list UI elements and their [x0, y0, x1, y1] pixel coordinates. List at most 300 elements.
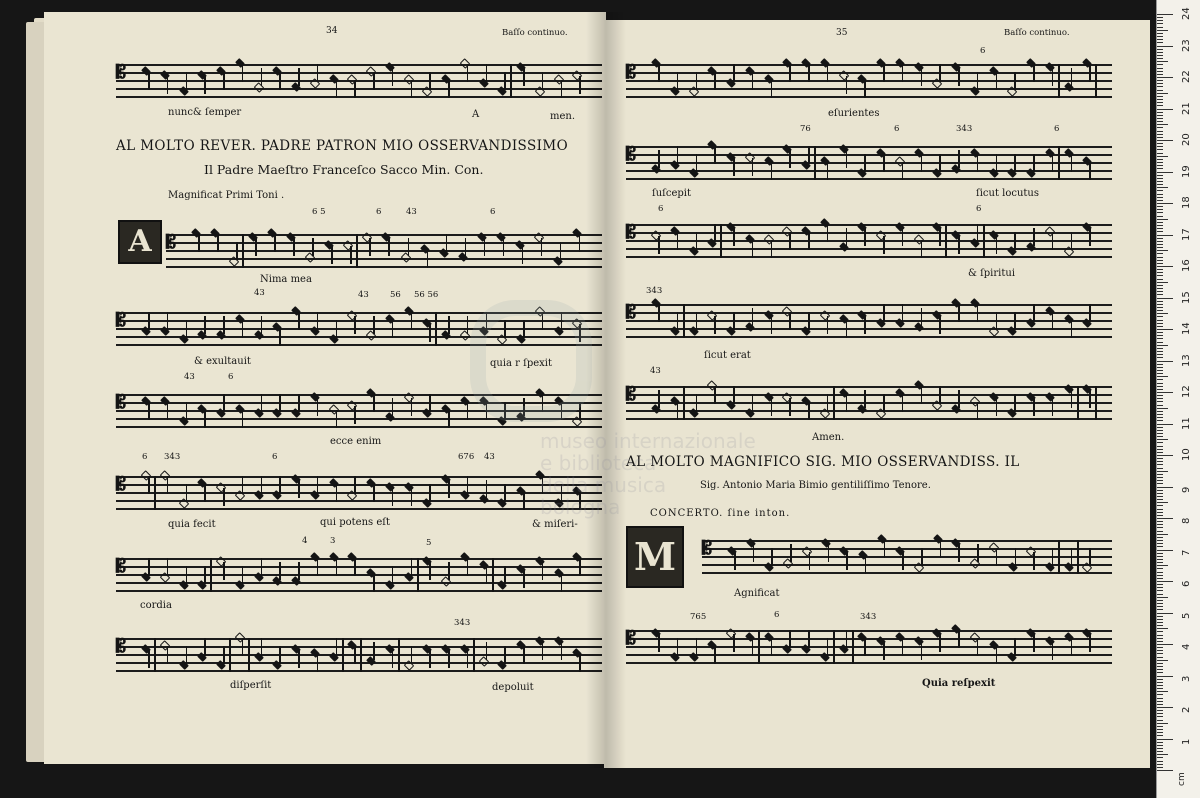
note-head: [553, 74, 564, 85]
ruler-minor-tick: [1157, 603, 1163, 604]
ruler-minor-tick: [1157, 477, 1163, 478]
ruler-minor-tick: [1157, 751, 1163, 752]
ruler-minor-tick: [1157, 260, 1163, 261]
dedication-subtitle: Sig. Antonio Maria Bimio gentiliſſimo Tenore.: [700, 480, 931, 491]
ruler-label: 4: [1181, 643, 1192, 650]
ruler-minor-tick: [1157, 373, 1163, 374]
note-stem: [1071, 154, 1073, 172]
note-stem: [809, 552, 811, 570]
ruler-minor-tick: [1157, 257, 1163, 258]
note-stem: [542, 476, 544, 494]
ruler-minor-tick: [1157, 17, 1163, 18]
lyric: Amen.: [812, 432, 845, 443]
note-stem: [1052, 154, 1054, 172]
note-stem: [677, 232, 679, 250]
ruler-label: 5: [1181, 612, 1192, 619]
ruler-minor-tick: [1157, 395, 1163, 396]
note-stem: [373, 316, 375, 334]
ruler-minor-tick: [1157, 228, 1163, 229]
note-stem: [427, 250, 429, 268]
bar-line: [435, 312, 437, 346]
bar-line: [814, 146, 816, 180]
note-stem: [411, 80, 413, 98]
ruler-label: 1: [1181, 738, 1192, 745]
bar-line: [1077, 386, 1079, 420]
note-head: [403, 74, 414, 85]
note-stem: [561, 574, 563, 592]
note-stem: [808, 630, 810, 648]
note-head: [253, 82, 264, 93]
note-stem: [921, 308, 923, 326]
lyric: eſurientes: [828, 108, 880, 119]
ruler-minor-tick: [1157, 282, 1168, 283]
bar-line: [983, 224, 985, 258]
figured-bass: 343: [646, 286, 663, 296]
note-stem: [996, 154, 998, 172]
ruler-minor-tick: [1157, 735, 1163, 736]
ruler-minor-tick: [1157, 27, 1163, 28]
music-staff-l5: [116, 470, 602, 510]
ruler-minor-tick: [1157, 354, 1163, 355]
ruler-minor-tick: [1157, 635, 1163, 636]
note-stem: [958, 630, 960, 648]
ruler-minor-tick: [1157, 165, 1163, 166]
ruler-minor-tick: [1157, 20, 1163, 21]
note-stem: [411, 646, 413, 664]
ruler-minor-tick: [1157, 590, 1163, 591]
ruler-minor-tick: [1157, 452, 1163, 453]
note-stem: [733, 64, 735, 82]
note-stem: [1089, 548, 1091, 566]
note-head: [969, 396, 980, 407]
note-stem: [255, 238, 257, 256]
note-stem: [392, 566, 394, 584]
note-stem: [279, 646, 281, 664]
c-clef-icon: 𝄡: [702, 538, 713, 559]
note-stem: [467, 402, 469, 420]
note-stem: [789, 312, 791, 330]
note-stem: [1014, 154, 1016, 172]
ruler-minor-tick: [1157, 357, 1163, 358]
ruler-minor-tick: [1157, 408, 1168, 409]
note-stem: [789, 232, 791, 250]
note-stem: [446, 234, 448, 252]
ruler-minor-tick: [1157, 83, 1163, 84]
note-stem: [148, 72, 150, 90]
lyric: & ſpiritui: [968, 268, 1016, 279]
ruler-minor-tick: [1157, 58, 1163, 59]
note-stem: [902, 552, 904, 570]
ruler-minor-tick: [1157, 216, 1163, 217]
note-stem: [827, 162, 829, 180]
note-stem: [1015, 548, 1017, 566]
c-clef-icon: 𝄡: [626, 302, 637, 323]
note-stem: [504, 402, 506, 420]
note-stem: [223, 562, 225, 580]
ruler-tick: [1157, 298, 1173, 299]
note-stem: [808, 402, 810, 420]
ruler-minor-tick: [1157, 505, 1163, 506]
ruler-minor-tick: [1157, 187, 1168, 188]
running-head: Baſſo continuo.: [1004, 28, 1070, 38]
ruler-minor-tick: [1157, 301, 1163, 302]
measuring-ruler: [1156, 0, 1200, 798]
ruler-minor-tick: [1157, 90, 1163, 91]
ruler-minor-tick: [1157, 464, 1163, 465]
note-stem: [864, 228, 866, 246]
note-stem: [846, 228, 848, 246]
note-stem: [771, 162, 773, 180]
c-clef-icon: 𝄡: [626, 62, 637, 83]
ruler-minor-tick: [1157, 405, 1163, 406]
ruler-minor-tick: [1157, 178, 1163, 179]
note-stem: [977, 638, 979, 656]
note-stem: [883, 304, 885, 322]
ruler-minor-tick: [1157, 458, 1163, 459]
c-clef-icon: 𝄡: [116, 474, 127, 495]
note-stem: [354, 80, 356, 98]
figured-bass: 765: [690, 612, 707, 622]
lyric: Nima mea: [260, 274, 312, 285]
c-clef-icon: 𝄡: [116, 556, 127, 577]
note-stem: [331, 246, 333, 264]
music-staff-l7: [116, 632, 602, 672]
ruler-minor-tick: [1157, 348, 1163, 349]
note-stem: [1014, 394, 1016, 412]
note-stem: [734, 552, 736, 570]
ruler-minor-tick: [1157, 383, 1163, 384]
ruler-minor-tick: [1157, 269, 1163, 270]
c-clef-icon: 𝄡: [116, 310, 127, 331]
ruler-minor-tick: [1157, 64, 1163, 65]
bar-line: [1058, 146, 1060, 180]
note-head: [305, 252, 316, 263]
ruler-minor-tick: [1157, 543, 1163, 544]
ruler-minor-tick: [1157, 559, 1163, 560]
note-stem: [1033, 634, 1035, 652]
ruler-minor-tick: [1157, 565, 1168, 566]
bar-line: [356, 234, 358, 268]
note-stem: [504, 484, 506, 502]
ruler-minor-tick: [1157, 723, 1168, 724]
note-stem: [827, 394, 829, 412]
ruler-tick: [1157, 235, 1173, 236]
note-stem: [696, 72, 698, 90]
note-stem: [186, 402, 188, 420]
note-stem: [1014, 232, 1016, 250]
ruler-minor-tick: [1157, 241, 1163, 242]
note-stem: [279, 394, 281, 412]
ruler-minor-tick: [1157, 137, 1163, 138]
ruler-minor-tick: [1157, 672, 1163, 673]
note-stem: [846, 394, 848, 412]
note-head: [782, 226, 793, 237]
note-stem: [261, 394, 263, 412]
note-stem: [827, 64, 829, 82]
note-stem: [448, 480, 450, 498]
note-stem: [714, 224, 716, 242]
note-stem: [733, 634, 735, 652]
ruler-minor-tick: [1157, 553, 1163, 554]
ruler-minor-tick: [1157, 704, 1163, 705]
ruler-tick: [1157, 424, 1173, 425]
note-stem: [186, 320, 188, 338]
note-stem: [504, 646, 506, 664]
ruler-minor-tick: [1157, 127, 1163, 128]
ruler-minor-tick: [1157, 310, 1163, 311]
ruler-minor-tick: [1157, 436, 1163, 437]
ruler-minor-tick: [1157, 568, 1163, 569]
ruler-minor-tick: [1157, 93, 1168, 94]
ruler-minor-tick: [1157, 96, 1163, 97]
ruler-minor-tick: [1157, 427, 1163, 428]
ruler-minor-tick: [1157, 430, 1163, 431]
note-stem: [846, 552, 848, 570]
note-stem: [977, 154, 979, 172]
ruler-minor-tick: [1157, 367, 1163, 368]
ruler-minor-tick: [1157, 219, 1168, 220]
ruler-tick: [1157, 46, 1173, 47]
note-head: [234, 632, 245, 643]
ruler-minor-tick: [1157, 175, 1163, 176]
note-stem: [808, 232, 810, 250]
ruler-tick: [1157, 109, 1173, 110]
note-stem: [808, 146, 810, 164]
ruler-minor-tick: [1157, 710, 1163, 711]
note-stem: [1089, 634, 1091, 652]
note-stem: [411, 398, 413, 416]
ruler-minor-tick: [1157, 168, 1163, 169]
ruler-tick: [1157, 77, 1173, 78]
ruler-minor-tick: [1157, 153, 1163, 154]
note-stem: [1089, 304, 1091, 322]
figured-bass: 6: [272, 452, 278, 462]
ruler-tick: [1157, 550, 1173, 551]
ruler-minor-tick: [1157, 80, 1163, 81]
figured-bass: 5: [426, 538, 432, 548]
note-stem: [1089, 162, 1091, 180]
ruler-minor-tick: [1157, 143, 1163, 144]
c-clef-icon: 𝄡: [116, 62, 127, 83]
note-stem: [354, 316, 356, 334]
c-clef-icon: 𝄡: [626, 144, 637, 165]
ruler-minor-tick: [1157, 461, 1163, 462]
ruler-minor-tick: [1157, 666, 1163, 667]
note-stem: [465, 238, 467, 256]
note-stem: [752, 638, 754, 656]
figured-bass: 56 56: [414, 290, 439, 300]
music-staff-l3: [116, 306, 602, 346]
note-stem: [317, 398, 319, 416]
lyric: depoluit: [492, 682, 534, 693]
note-stem: [429, 562, 431, 580]
note-stem: [503, 238, 505, 256]
ruler-minor-tick: [1157, 420, 1163, 421]
note-head: [141, 470, 152, 481]
note-stem: [827, 316, 829, 334]
ruler-tick: [1157, 203, 1173, 204]
ruler-minor-tick: [1157, 36, 1163, 37]
ruler-label: 3: [1181, 675, 1192, 682]
ruler-minor-tick: [1157, 68, 1163, 69]
bar-line: [720, 224, 722, 258]
ruler-minor-tick: [1157, 118, 1163, 119]
note-stem: [148, 650, 150, 668]
note-stem: [486, 480, 488, 498]
note-stem: [242, 410, 244, 428]
bar-line: [417, 558, 419, 592]
note-stem: [677, 402, 679, 420]
dedication-title: AL MOLTO REVER. PADRE PATRON MIO OSSERVANDISSIMO: [116, 138, 569, 154]
note-stem: [1052, 312, 1054, 330]
piece-label: Magnificat Primi Toni .: [168, 190, 285, 201]
ruler-minor-tick: [1157, 74, 1163, 75]
page-number: 35: [836, 28, 848, 38]
lyric: Quia reſpexit: [922, 678, 996, 689]
note-stem: [217, 234, 219, 252]
ruler-label: 17: [1181, 227, 1192, 241]
note-head: [459, 58, 470, 69]
note-stem: [883, 642, 885, 660]
note-stem: [883, 236, 885, 254]
note-stem: [579, 76, 581, 94]
note-stem: [771, 80, 773, 98]
ruler-minor-tick: [1157, 650, 1163, 651]
note-stem: [411, 558, 413, 576]
ruler-minor-tick: [1157, 745, 1163, 746]
ruler-minor-tick: [1157, 414, 1163, 415]
note-stem: [408, 238, 410, 256]
ruler-tick: [1157, 739, 1173, 740]
ruler-tick: [1157, 392, 1173, 393]
note-stem: [388, 238, 390, 256]
note-stem: [186, 484, 188, 502]
note-stem: [864, 638, 866, 656]
note-head: [400, 252, 411, 263]
note-stem: [1071, 320, 1073, 338]
note-stem: [541, 238, 543, 256]
ruler-minor-tick: [1157, 439, 1168, 440]
ruler-minor-tick: [1157, 619, 1163, 620]
note-stem: [298, 480, 300, 498]
ruler-minor-tick: [1157, 474, 1163, 475]
note-stem: [902, 162, 904, 180]
note-stem: [261, 558, 263, 576]
music-staff-r2: [626, 140, 1112, 180]
note-stem: [864, 390, 866, 408]
note-stem: [752, 72, 754, 90]
note-stem: [542, 642, 544, 660]
note-stem: [883, 64, 885, 82]
ruler-minor-tick: [1157, 578, 1163, 579]
ruler-minor-tick: [1157, 609, 1163, 610]
note-stem: [940, 540, 942, 558]
note-stem: [1089, 64, 1091, 82]
note-stem: [186, 646, 188, 664]
note-stem: [921, 240, 923, 258]
bar-line: [154, 638, 156, 672]
ruler-tick: [1157, 329, 1173, 330]
ruler-minor-tick: [1157, 502, 1168, 503]
note-stem: [921, 548, 923, 566]
note-stem: [542, 312, 544, 330]
note-stem: [354, 406, 356, 424]
figured-bass: 43: [406, 207, 417, 217]
lyric: Agnificat: [734, 588, 780, 599]
ruler-minor-tick: [1157, 121, 1163, 122]
ruler-unit: cm: [1177, 772, 1187, 786]
ruler-minor-tick: [1157, 417, 1163, 418]
bar-line: [1077, 540, 1079, 574]
note-stem: [186, 72, 188, 90]
note-stem: [677, 312, 679, 330]
ruler-label: 15: [1181, 290, 1192, 304]
note-stem: [714, 646, 716, 664]
c-clef-icon: 𝄡: [626, 628, 637, 649]
ruler-minor-tick: [1157, 323, 1163, 324]
ruler-label: 8: [1181, 517, 1192, 524]
ruler-tick: [1157, 613, 1173, 614]
note-stem: [1033, 398, 1035, 416]
note-stem: [714, 316, 716, 334]
ruler-minor-tick: [1157, 338, 1163, 339]
ruler-minor-tick: [1157, 190, 1163, 191]
note-stem: [484, 238, 486, 256]
ruler-minor-tick: [1157, 682, 1163, 683]
ruler-minor-tick: [1157, 411, 1163, 412]
note-stem: [714, 72, 716, 90]
ruler-tick: [1157, 361, 1173, 362]
note-stem: [429, 72, 431, 90]
ruler-minor-tick: [1157, 149, 1163, 150]
ruler-tick: [1157, 266, 1173, 267]
ruler-minor-tick: [1157, 162, 1163, 163]
ruler-minor-tick: [1157, 146, 1163, 147]
music-staff-l2: [166, 228, 602, 268]
ruler-minor-tick: [1157, 449, 1163, 450]
note-head: [969, 632, 980, 643]
note-stem: [279, 328, 281, 346]
note-stem: [958, 390, 960, 408]
note-stem: [411, 312, 413, 330]
note-stem: [1014, 312, 1016, 330]
note-stem: [864, 154, 866, 172]
note-stem: [996, 312, 998, 330]
note-stem: [996, 72, 998, 90]
note-stem: [921, 68, 923, 86]
figured-bass: 43: [184, 372, 195, 382]
ruler-minor-tick: [1157, 112, 1163, 113]
ruler-label: 21: [1181, 101, 1192, 115]
note-stem: [204, 410, 206, 428]
note-stem: [373, 642, 375, 660]
music-staff-r7: [626, 624, 1112, 664]
note-stem: [467, 476, 469, 494]
note-stem: [486, 566, 488, 584]
note-head: [441, 576, 452, 587]
note-stem: [1089, 390, 1091, 408]
ruler-minor-tick: [1157, 537, 1163, 538]
ruler-minor-tick: [1157, 546, 1163, 547]
note-stem: [827, 224, 829, 242]
ruler-minor-tick: [1157, 660, 1168, 661]
note-stem: [411, 488, 413, 506]
note-head: [459, 330, 470, 341]
note-stem: [884, 540, 886, 558]
note-stem: [1033, 64, 1035, 82]
note-stem: [696, 232, 698, 250]
note-stem: [1014, 638, 1016, 656]
